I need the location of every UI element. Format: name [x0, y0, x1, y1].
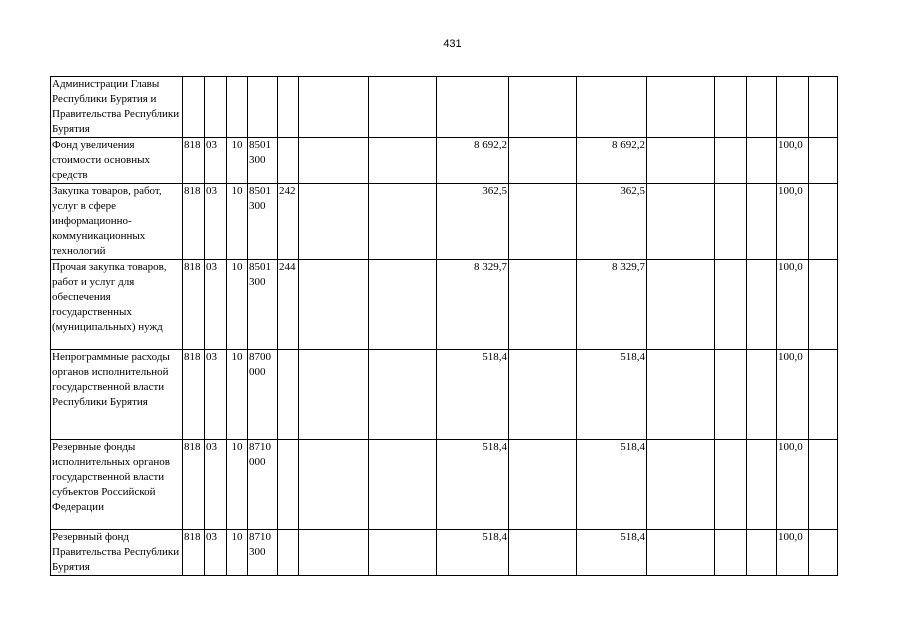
row-value-2: 518,4	[577, 440, 647, 530]
row-pr: 10	[227, 350, 248, 440]
row-value-1: 8 329,7	[437, 260, 509, 350]
row-empty-cell	[509, 440, 577, 530]
row-gr: 818	[183, 138, 205, 184]
row-value-2: 518,4	[577, 350, 647, 440]
row-empty-cell	[509, 138, 577, 184]
row-empty-cell	[809, 184, 838, 260]
row-empty-cell	[509, 350, 577, 440]
row-value-1: 8 692,2	[437, 138, 509, 184]
row-empty-cell	[809, 440, 838, 530]
row-value-2: 8 329,7	[577, 260, 647, 350]
row-csr: 8700 000	[248, 350, 278, 440]
row-empty-cell	[647, 530, 715, 576]
row-percent: 100,0	[777, 184, 809, 260]
row-csr: 8710 000	[248, 440, 278, 530]
row-value-1: 362,5	[437, 184, 509, 260]
table-row	[51, 260, 838, 350]
table-row	[51, 77, 838, 138]
row-value-1: 518,4	[437, 530, 509, 576]
row-csr	[248, 77, 278, 138]
row-empty-cell	[647, 77, 715, 138]
table-row	[51, 350, 838, 440]
row-percent: 100,0	[777, 260, 809, 350]
row-rz	[205, 77, 227, 138]
row-empty-cell	[369, 440, 437, 530]
row-pr: 10	[227, 138, 248, 184]
row-vr	[278, 77, 299, 138]
row-empty-cell	[299, 184, 369, 260]
row-empty-cell	[747, 530, 777, 576]
row-csr: 8501 300	[248, 260, 278, 350]
row-empty-cell	[809, 530, 838, 576]
row-empty-cell	[715, 440, 747, 530]
row-empty-cell	[369, 350, 437, 440]
row-rz: 03	[205, 138, 227, 184]
row-empty-cell	[809, 260, 838, 350]
row-percent: 100,0	[777, 440, 809, 530]
row-gr: 818	[183, 350, 205, 440]
row-empty-cell	[747, 184, 777, 260]
row-empty-cell	[715, 530, 747, 576]
row-empty-cell	[369, 77, 437, 138]
row-empty-cell	[299, 440, 369, 530]
row-name: Прочая закупка товаров, работ и услуг для обеспечения государственных (муниципальных) нужд	[51, 260, 183, 350]
row-empty-cell	[509, 184, 577, 260]
row-rz: 03	[205, 184, 227, 260]
row-value-1: 518,4	[437, 440, 509, 530]
row-name: Резервный фонд Правительства Республики Бурятия	[51, 530, 183, 576]
row-empty-cell	[747, 440, 777, 530]
row-percent	[777, 77, 809, 138]
row-gr: 818	[183, 440, 205, 530]
row-rz: 03	[205, 350, 227, 440]
row-empty-cell	[747, 350, 777, 440]
row-gr: 818	[183, 184, 205, 260]
row-vr	[278, 350, 299, 440]
row-empty-cell	[369, 184, 437, 260]
row-empty-cell	[809, 350, 838, 440]
row-empty-cell	[715, 77, 747, 138]
row-empty-cell	[809, 138, 838, 184]
row-value-1	[437, 77, 509, 138]
row-value-2: 518,4	[577, 530, 647, 576]
row-empty-cell	[369, 530, 437, 576]
page-number: 431	[443, 38, 462, 50]
row-empty-cell	[299, 530, 369, 576]
row-empty-cell	[747, 77, 777, 138]
row-vr: 242	[278, 184, 299, 260]
row-percent: 100,0	[777, 138, 809, 184]
row-name: Непрограммные расходы органов исполнительной государственной власти Республики Бурятия	[51, 350, 183, 440]
row-rz: 03	[205, 530, 227, 576]
row-empty-cell	[715, 138, 747, 184]
row-empty-cell	[509, 530, 577, 576]
table-row	[51, 184, 838, 260]
row-empty-cell	[299, 260, 369, 350]
table-row	[51, 530, 838, 576]
row-percent: 100,0	[777, 350, 809, 440]
row-name: Закупка товаров, работ, услуг в сфере информационно-коммуникационных технологий	[51, 184, 183, 260]
row-name: Фонд увеличения стоимости основных средств	[51, 138, 183, 184]
row-empty-cell	[647, 184, 715, 260]
row-empty-cell	[369, 138, 437, 184]
row-empty-cell	[647, 138, 715, 184]
row-empty-cell	[747, 138, 777, 184]
row-name: Администрации Главы Республики Бурятия и Правительства Республики Бурятия	[51, 77, 183, 138]
row-csr: 8501 300	[248, 138, 278, 184]
row-percent: 100,0	[777, 530, 809, 576]
row-value-2: 8 692,2	[577, 138, 647, 184]
row-pr: 10	[227, 260, 248, 350]
row-gr: 818	[183, 530, 205, 576]
row-empty-cell	[369, 260, 437, 350]
row-gr	[183, 77, 205, 138]
row-empty-cell	[299, 138, 369, 184]
row-empty-cell	[715, 184, 747, 260]
row-empty-cell	[747, 260, 777, 350]
row-vr	[278, 440, 299, 530]
row-rz: 03	[205, 260, 227, 350]
row-empty-cell	[299, 77, 369, 138]
row-vr: 244	[278, 260, 299, 350]
row-empty-cell	[809, 77, 838, 138]
row-empty-cell	[715, 350, 747, 440]
row-csr: 8710 300	[248, 530, 278, 576]
table-row	[51, 440, 838, 530]
row-value-2	[577, 77, 647, 138]
row-empty-cell	[509, 260, 577, 350]
row-pr	[227, 77, 248, 138]
row-vr	[278, 530, 299, 576]
row-pr: 10	[227, 440, 248, 530]
row-empty-cell	[715, 260, 747, 350]
row-csr: 8501 300	[248, 184, 278, 260]
row-empty-cell	[647, 350, 715, 440]
row-vr	[278, 138, 299, 184]
row-name: Резервные фонды исполнительных органов государственной власти субъектов Российской Федерации	[51, 440, 183, 530]
row-rz: 03	[205, 440, 227, 530]
row-pr: 10	[227, 530, 248, 576]
row-empty-cell	[299, 350, 369, 440]
row-value-1: 518,4	[437, 350, 509, 440]
row-empty-cell	[647, 440, 715, 530]
row-empty-cell	[647, 260, 715, 350]
row-gr: 818	[183, 260, 205, 350]
row-value-2: 362,5	[577, 184, 647, 260]
row-pr: 10	[227, 184, 248, 260]
table-row	[51, 138, 838, 184]
budget-table	[50, 76, 838, 576]
row-empty-cell	[509, 77, 577, 138]
